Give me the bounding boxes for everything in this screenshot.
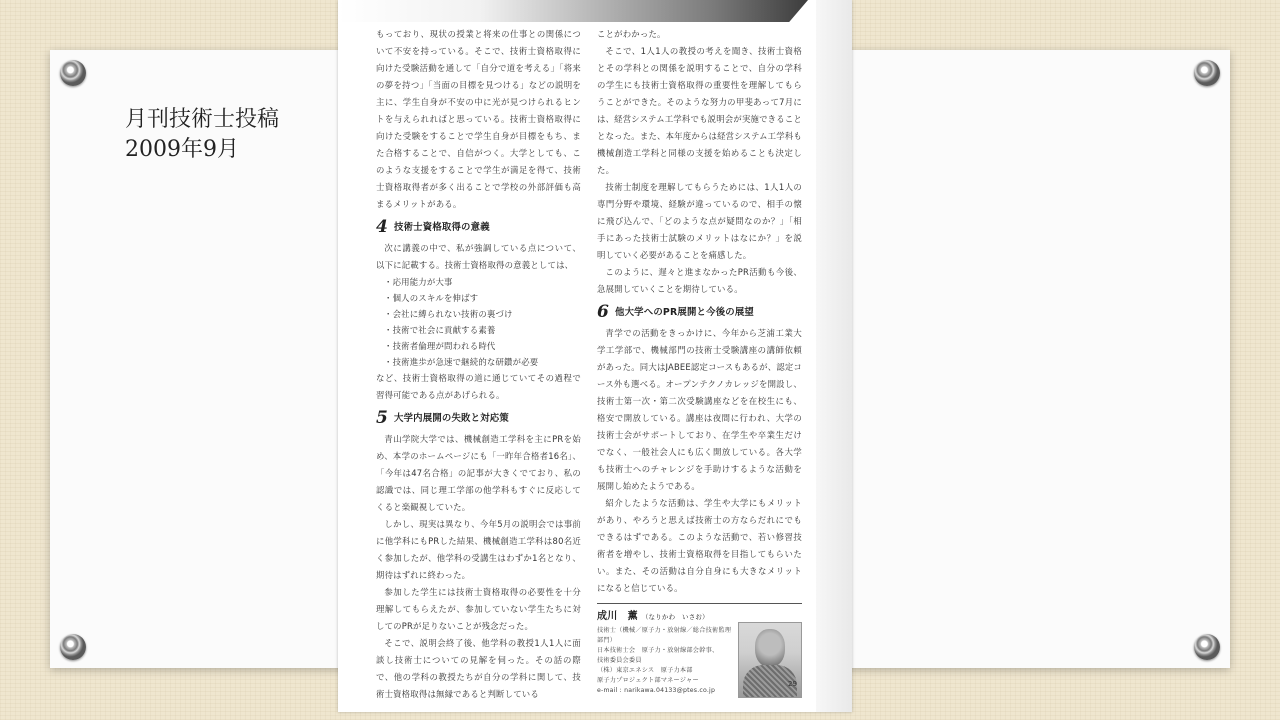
list-item: ・ 技術者倫理が問われる時代 bbox=[384, 338, 581, 354]
rivet-bottom-left bbox=[60, 634, 86, 660]
author-affiliation-2: 技術委員会委員 bbox=[597, 657, 642, 664]
section-4-number: 4 bbox=[376, 217, 389, 237]
right-paragraph-1: そこで、1人1人の教授の考えを聞き、技術士資格とその学科との関係を説明することで、自分の学科の学生にも技術士資格取得の重要性を理解してもらうことができた。そのような努力の甲斐あって7月には、経営システム工学科でも説明会が実施できることとなった。また、本年度からは経営システム工学科も機械創造工学科と同様の支援を始めることも決定した。 bbox=[597, 46, 802, 175]
section-6-paragraph-2: 紹介したような活動は、学生や大学にもメリットがあり、やろうと思えば技術士の方ならだれにでもできるはずである。このような活動で、若い修習技術者を増やし、技術士資格取得を目指してもらいたい。また、その活動は自分自身にも大きなメリットになると信じている。 bbox=[597, 498, 802, 593]
list-item: ・ 技術進歩が急速で継続的な研鑽が必要 bbox=[384, 354, 581, 370]
photo-head bbox=[755, 629, 785, 667]
section-5-paragraph-3: 参加した学生には技術士資格取得の必要性を十分理解してもらえたが、参加していない学生たちに対してのPRが足りないことが残念だった。 bbox=[376, 587, 581, 631]
section-5-paragraph-2: しかし、現実は異なり、今年5月の説明会では事前に他学科にもPRした結果、機械創造工学科は80名近く参加したが、他学科の受講生はわずか1名となり、期待はずれに終わった。 bbox=[376, 519, 581, 580]
author-title: 技術士（機械／原子力・放射線／総合技術監理部門） bbox=[597, 627, 732, 644]
author-divider bbox=[597, 603, 802, 604]
author-name-kana: （なりかわ いさお） bbox=[641, 613, 709, 621]
section-6-heading bbox=[597, 304, 802, 321]
list-item: ・ 個人のスキルを伸ばす bbox=[384, 290, 581, 306]
author-company: （株）東京エネシス 原子力本部 bbox=[597, 667, 693, 674]
slide-caption bbox=[125, 105, 279, 165]
author-block bbox=[597, 608, 802, 712]
author-email: e-mail : narikawa.04133@ptes.co.jp bbox=[597, 687, 716, 694]
rivet-top-left bbox=[60, 60, 86, 86]
section-4-heading bbox=[376, 219, 581, 236]
article-right-column bbox=[597, 26, 802, 712]
author-name-text: 成川 薫 bbox=[597, 611, 638, 622]
section-4-title: 技術士資格取得の意義 bbox=[394, 222, 490, 233]
right-intro-line: ことがわかった。 bbox=[597, 29, 666, 39]
caption-title: 月刊技術士投稿 bbox=[125, 107, 280, 132]
right-paragraph-2: 技術士制度を理解してもらうためには、1人1人の専門分野や環境、経験が違っているので、相手の懐に飛び込んで、「どのような点が疑問なのか？」「相手にあった技術士試験のメリットはなにか？」を説明していく必要があることを痛感した。 bbox=[597, 182, 802, 260]
page-edge bbox=[816, 0, 852, 712]
section-5-paragraph-4: そこで、説明会終了後、他学科の教授1人1人に面談し技術士についての見解を伺った。その話の際で、他の学科の教授たちが自分の学科に関して、技術士資格取得は無縁であると判断している bbox=[376, 638, 581, 699]
section-6-title: 他大学へのPR展開と今後の展望 bbox=[615, 307, 754, 318]
left-intro-paragraph: もっており、現状の授業と将来の仕事との関係について不安を持っている。そこで、技術士資格取得に向けた受験活動を通して「自分で道を考える」「将来の夢を持つ」「当面の目標を見つける」などの説明を主に、学生自身が不安の中に光が見つけられるヒントを与えられればと思っている。技術士資格取得に向けた受験をすることで学生自身が目標をもち、また合格することで、自信がつく。大学としても、このような支援をすることで学生が満足を得て、技術士資格取得者が多く出ることで学校の外部評価も高まるメリットがある。 bbox=[376, 29, 581, 209]
section-6-number: 6 bbox=[597, 302, 610, 322]
rivet-top-right bbox=[1194, 60, 1220, 86]
list-item: ・ 応用能力が大事 bbox=[384, 274, 581, 290]
page-header-bar bbox=[338, 0, 808, 22]
section-6-paragraph-1: 青学での活動をきっかけに、今年から芝浦工業大学工学部で、機械部門の技術士受験講座の講師依頼があった。同大はJABEE認定コースもあるが、認定コース外も選べる。オープンテクノカレッジを開設し、技術士第一次・第二次受験講座などを在校生にも、格安で開放している。講座は夜間に行われ、大学の技術士会がサポートしており、在学生や卒業生だけでなく、一般社会人にも広く開放している。各大学も技術士へのチャレンジを手助けするような活動を展開し始めたようである。 bbox=[597, 328, 802, 491]
section-5-title: 大学内展開の失敗と対応策 bbox=[394, 413, 509, 424]
article-page-scan bbox=[338, 0, 852, 712]
article-left-column bbox=[376, 26, 581, 703]
section-4-intro: 次に講義の中で、私が強調している点について、以下に記載する。技術士資格取得の意義としては、 bbox=[376, 243, 581, 270]
right-paragraph-3: このように、遅々と進まなかったPR活動も今後、急展開していくことを期待している。 bbox=[597, 267, 802, 294]
caption-date: 2009年9月 bbox=[125, 137, 239, 162]
list-item: ・ 技術で社会に貢献する素養 bbox=[384, 322, 581, 338]
author-role: 原子力プロジェクト部マネージャー bbox=[597, 677, 699, 684]
section-5-paragraph-1: 青山学院大学では、機械創造工学科を主にPRを始め、本学のホームページにも「一昨年合格者16名」、「今年は47名合格」の記事が大きくでており、私の認識では、同じ理工学部の他学科もすぐに反応してくると楽観視していた。 bbox=[376, 434, 581, 512]
section-4-outro: など、技術士資格取得の道に通じていてその過程で習得可能である点があげられる。 bbox=[376, 373, 581, 400]
author-affiliation-1: 日本技術士会 原子力・放射線部会幹事、 bbox=[597, 647, 719, 654]
section-4-bullet-list bbox=[376, 274, 581, 370]
section-5-number: 5 bbox=[376, 408, 389, 428]
rivet-bottom-right bbox=[1194, 634, 1220, 660]
page-number: 29 bbox=[788, 680, 797, 688]
section-5-heading bbox=[376, 410, 581, 427]
list-item: ・ 会社に縛られない技術の裏づけ bbox=[384, 306, 581, 322]
